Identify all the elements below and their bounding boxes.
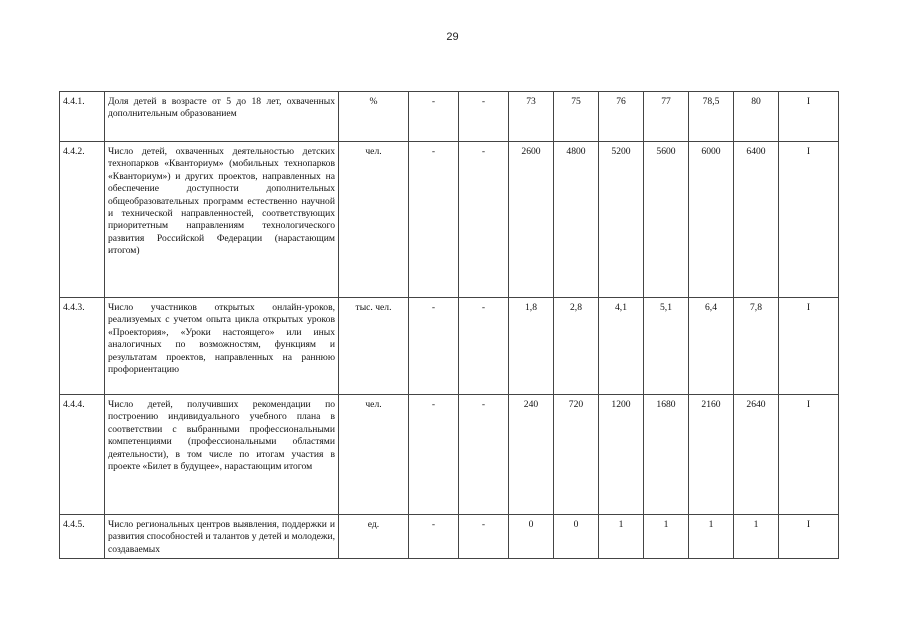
level-cell: I bbox=[779, 395, 839, 515]
value-cell: 80 bbox=[734, 92, 779, 142]
value-cell: - bbox=[459, 515, 509, 559]
value-cell: 2160 bbox=[689, 395, 734, 515]
value-cell: - bbox=[409, 92, 459, 142]
indicator-description: Доля детей в возрасте от 5 до 18 лет, охваченных дополнительным образованием bbox=[105, 92, 339, 142]
row-number: 4.4.3. bbox=[60, 298, 105, 395]
value-cell: 7,8 bbox=[734, 298, 779, 395]
value-cell: 1 bbox=[644, 515, 689, 559]
level-cell: I bbox=[779, 142, 839, 298]
page-number: 29 bbox=[446, 31, 459, 43]
unit-cell: ед. bbox=[339, 515, 409, 559]
row-number: 4.4.4. bbox=[60, 395, 105, 515]
indicator-description: Число детей, охваченных деятельностью детских технопарков «Кванториум» (мобильных технопарков «Кванториум») и других проектов, направленных на обеспечение доступности дополнительных общеобразовательных программ естественно научной и технической направленностей, соответствующих приоритетным направлениям технологического развития Российской Федерации (нарастающим итогом) bbox=[105, 142, 339, 298]
value-cell: 0 bbox=[554, 515, 599, 559]
table-row bbox=[60, 92, 839, 142]
unit-cell: чел. bbox=[339, 395, 409, 515]
value-cell: - bbox=[409, 395, 459, 515]
value-cell: 73 bbox=[509, 92, 554, 142]
level-cell: I bbox=[779, 298, 839, 395]
level-cell: I bbox=[779, 92, 839, 142]
unit-cell: % bbox=[339, 92, 409, 142]
value-cell: - bbox=[409, 515, 459, 559]
value-cell: - bbox=[459, 395, 509, 515]
row-number: 4.4.5. bbox=[60, 515, 105, 559]
value-cell: - bbox=[409, 142, 459, 298]
value-cell: 1,8 bbox=[509, 298, 554, 395]
value-cell: 77 bbox=[644, 92, 689, 142]
value-cell: 78,5 bbox=[689, 92, 734, 142]
indicator-description: Число детей, получивших рекомендации по построению индивидуального учебного плана в соответствии с выбранными профессиональными компетенциями (профессиональными областями деятельности), в том числе по итогам участия в проекте «Билет в будущее», нарастающим итогом bbox=[105, 395, 339, 515]
value-cell: - bbox=[459, 142, 509, 298]
value-cell: 2640 bbox=[734, 395, 779, 515]
value-cell: 2600 bbox=[509, 142, 554, 298]
value-cell: 1200 bbox=[599, 395, 644, 515]
value-cell: 4,1 bbox=[599, 298, 644, 395]
table-row bbox=[60, 142, 839, 298]
value-cell: 4800 bbox=[554, 142, 599, 298]
value-cell: - bbox=[459, 298, 509, 395]
value-cell: 0 bbox=[509, 515, 554, 559]
table-row bbox=[60, 298, 839, 395]
row-number: 4.4.2. bbox=[60, 142, 105, 298]
table-row bbox=[60, 515, 839, 559]
value-cell: 1 bbox=[689, 515, 734, 559]
value-cell: 2,8 bbox=[554, 298, 599, 395]
unit-cell: чел. bbox=[339, 142, 409, 298]
unit-cell: тыс. чел. bbox=[339, 298, 409, 395]
indicators-table bbox=[59, 91, 839, 559]
indicator-description: Число участников открытых онлайн-уроков, реализуемых с учетом опыта цикла открытых уроков «Проектория», «Уроки настоящего» или иных аналогичных по возможностям, функциям и результатам проектов, направленных на раннюю профориентацию bbox=[105, 298, 339, 395]
level-cell: I bbox=[779, 515, 839, 559]
value-cell: 6400 bbox=[734, 142, 779, 298]
value-cell: 5600 bbox=[644, 142, 689, 298]
indicator-description: Число региональных центров выявления, поддержки и развития способностей и талантов у детей и молодежи, создаваемых bbox=[105, 515, 339, 559]
value-cell: 240 bbox=[509, 395, 554, 515]
value-cell: - bbox=[459, 92, 509, 142]
value-cell: - bbox=[409, 298, 459, 395]
value-cell: 5,1 bbox=[644, 298, 689, 395]
value-cell: 1 bbox=[599, 515, 644, 559]
value-cell: 5200 bbox=[599, 142, 644, 298]
value-cell: 6,4 bbox=[689, 298, 734, 395]
value-cell: 720 bbox=[554, 395, 599, 515]
row-number: 4.4.1. bbox=[60, 92, 105, 142]
value-cell: 1 bbox=[734, 515, 779, 559]
table-row bbox=[60, 395, 839, 515]
value-cell: 6000 bbox=[689, 142, 734, 298]
value-cell: 75 bbox=[554, 92, 599, 142]
value-cell: 1680 bbox=[644, 395, 689, 515]
value-cell: 76 bbox=[599, 92, 644, 142]
